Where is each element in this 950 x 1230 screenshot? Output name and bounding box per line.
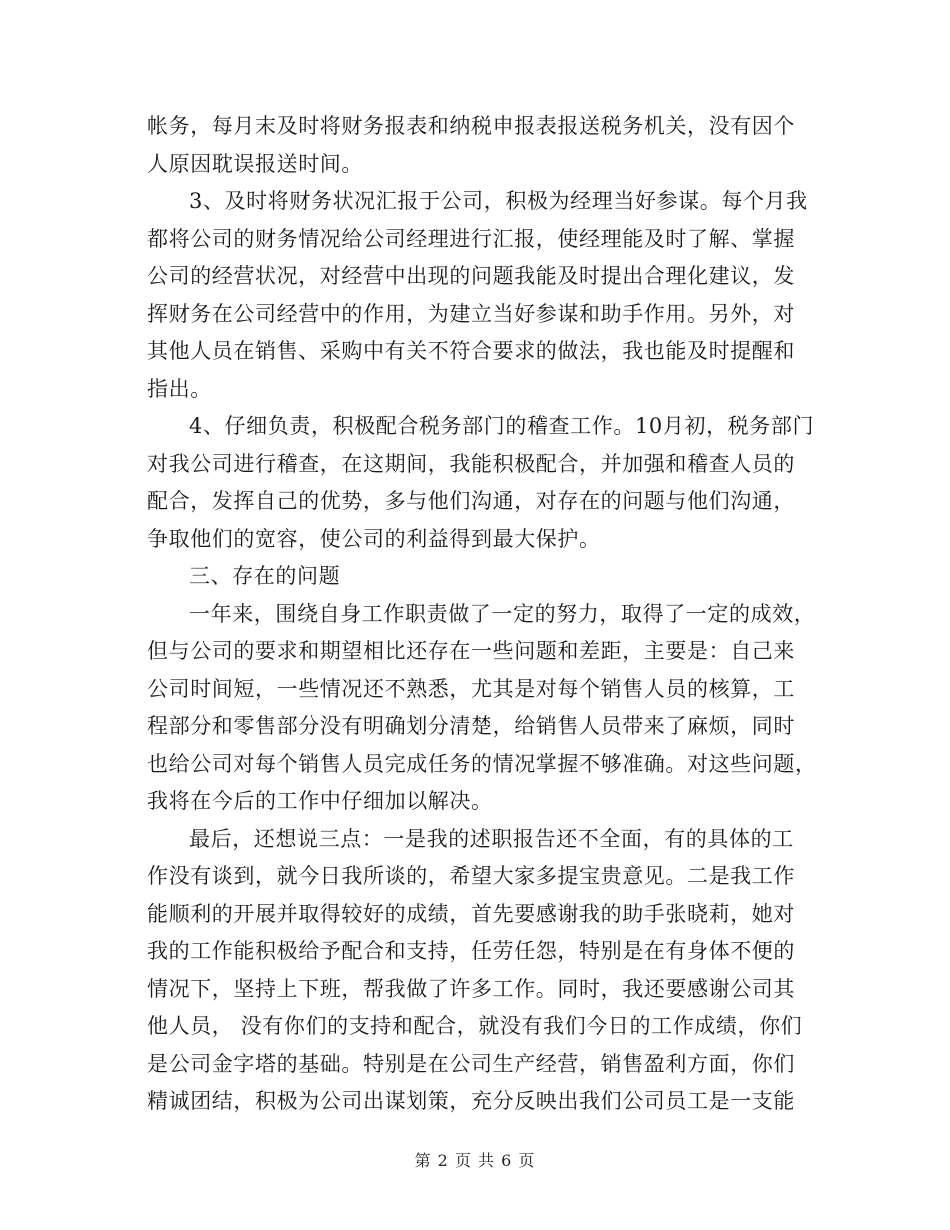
paragraph-line: 争取他们的宽容，使公司的利益得到最大保护。 (147, 526, 601, 551)
paragraph-line: 情况下，坚持上下班，帮我做了许多工作。同时，我还要感谢公司其 (147, 976, 795, 1001)
paragraph-line: 指出。 (147, 376, 212, 401)
paragraph-line: 最后，还想说三点：一是我的述职报告还不全面，有的具体的工 (189, 826, 794, 851)
section-heading: 三、存在的问题 (189, 564, 341, 588)
paragraph-line: 公司的经营状况，对经营中出现的问题我能及时提出合理化建议，发 (147, 264, 795, 288)
document-body (147, 108, 817, 1121)
paragraph-line: 一年来，围绕自身工作职责做了一定的努力，取得了一定的成效， (189, 601, 816, 626)
paragraph-line: 精诚团结，积极为公司出谋划策，充分反映出我们公司员工是一支能 (147, 1089, 795, 1113)
paragraph-line: 其他人员在销售、采购中有关不符合要求的做法，我也能及时提醒和 (147, 339, 795, 363)
paragraph-line: 4、仔细负责，积极配合税务部门的稽查工作。10月初，税务部门 (189, 414, 815, 438)
paragraph-line: 是公司金字塔的基础。特别是在公司生产经营，销售盈利方面，你们 (147, 1051, 795, 1076)
paragraph-line: 作没有谈到，就今日我所谈的，希望大家多提宝贵意见。二是我工作 (147, 864, 795, 888)
paragraph-line: 但与公司的要求和期望相比还存在一些问题和差距，主要是：自己来 (147, 639, 795, 663)
paragraph-line: 都将公司的财务情况给公司经理进行汇报，使经理能及时了解、掌握 (147, 226, 795, 251)
paragraph-line: 程部分和零售部分没有明确划分清楚，给销售人员带来了麻烦，同时 (147, 714, 795, 738)
paragraph-line: 能顺利的开展并取得较好的成绩，首先要感谢我的助手张晓莉，她对 (147, 901, 795, 926)
paragraph-line: 也给公司对每个销售人员完成任务的情况掌握不够准确。对这些问题， (147, 751, 817, 776)
paragraph-line: 人原因耽误报送时间。 (147, 151, 363, 176)
paragraph-line: 公司时间短，一些情况还不熟悉，尤其是对每个销售人员的核算，工 (147, 676, 795, 701)
paragraph-line: 帐务，每月末及时将财务报表和纳税申报表报送税务机关，没有因个 (147, 114, 795, 138)
paragraph-line: 他人员， 没有你们的支持和配合，就没有我们今日的工作成绩，你们 (147, 1014, 803, 1038)
paragraph-line: 我的工作能积极给予配合和支持，任劳任怨，特别是在有身体不便的 (147, 939, 795, 963)
paragraph-line: 对我公司进行稽查，在这期间，我能积极配合，并加强和稽查人员的 (147, 451, 795, 476)
paragraph-line: 挥财务在公司经营中的作用，为建立当好参谋和助手作用。另外，对 (147, 301, 795, 326)
page-number-footer: 第 2 页 共 6 页 (414, 1151, 536, 1170)
paragraph-line: 我将在今后的工作中仔细加以解决。 (147, 789, 493, 813)
paragraph-line: 配合，发挥自己的优势，多与他们沟通，对存在的问题与他们沟通， (147, 489, 795, 513)
paragraph-line: 3、及时将财务状况汇报于公司，积极为经理当好参谋。每个月我 (189, 189, 808, 213)
